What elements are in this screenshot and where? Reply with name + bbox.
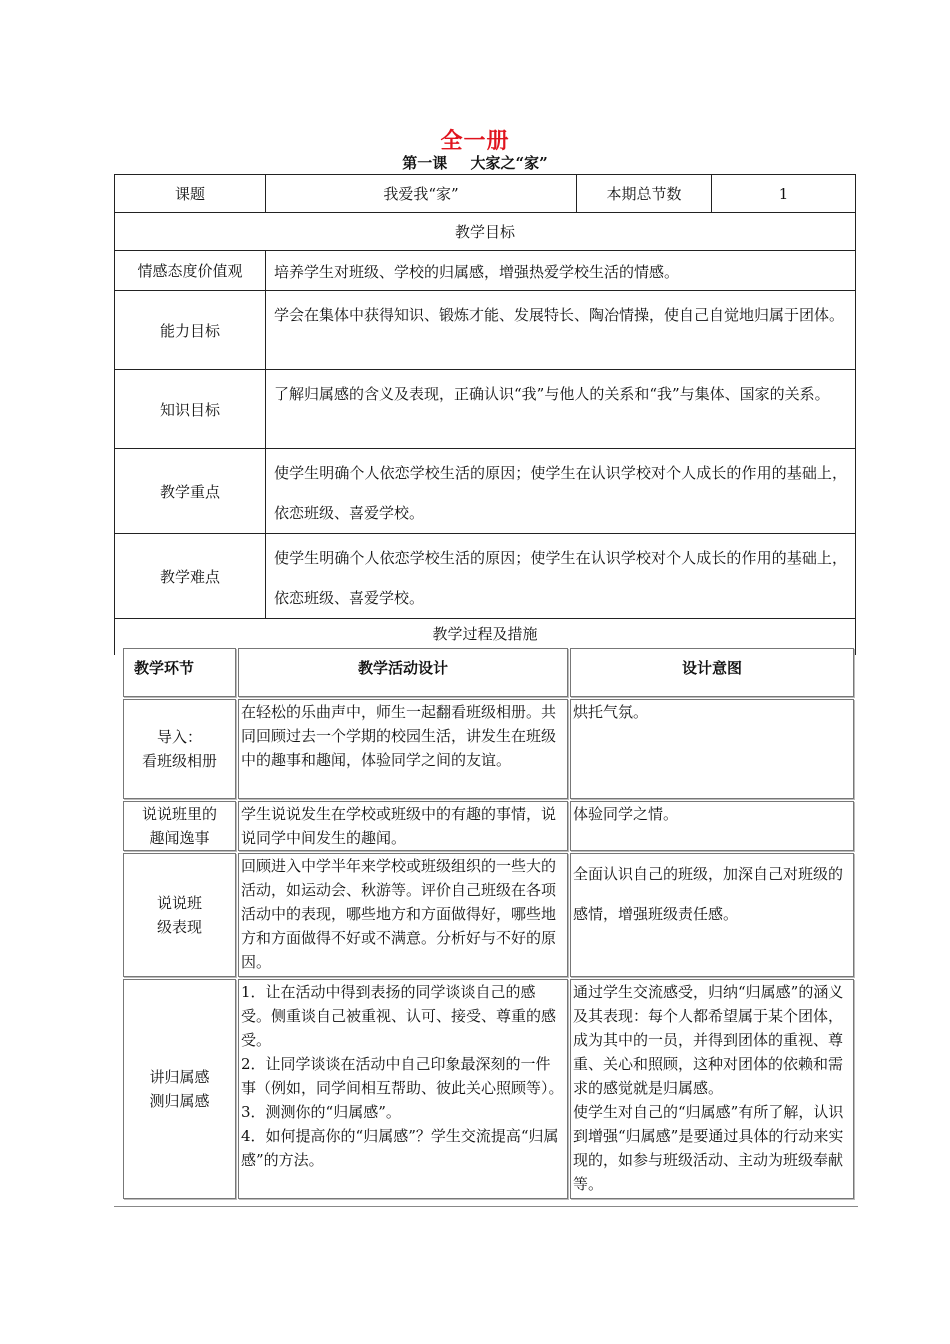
list-item: 2．让同学谈谈在活动中自己印象最深刻的一件事（例如，同学间相互帮助、彼此关心照顾等）。 — [241, 1055, 564, 1097]
stage-line: 级表现 — [156, 918, 202, 936]
activity-cell: 学生说说发生在学校或班级中的有趣的事情，说说同学中间发生的趣闻。 — [238, 801, 568, 851]
stage-line: 说说班里的 — [141, 805, 217, 823]
table-row — [123, 979, 854, 1199]
table-row — [123, 699, 854, 799]
objective-label-difficulty: 教学难点 — [115, 534, 266, 619]
intent-cell: 烘托气氛。 — [570, 699, 854, 799]
intent-cell: 体验同学之情。 — [570, 801, 854, 851]
stage-cell — [123, 801, 236, 851]
stage-line: 说说班 — [156, 894, 202, 912]
lesson-number: 第一课 — [402, 154, 448, 172]
objective-text-attitude: 培养学生对班级、学校的归属感，增强热爱学校生活的情感。 — [266, 251, 856, 291]
activity-cell — [238, 979, 568, 1199]
periods-label: 本期总节数 — [577, 175, 712, 213]
lesson-title: 大家之“家” — [470, 154, 548, 172]
stage-line: 讲归属感 — [149, 1068, 210, 1086]
objective-text-knowledge: 了解归属感的含义及表现，正确认识“我”与他人的关系和“我”与集体、国家的关系。 — [266, 370, 856, 449]
table-row — [123, 853, 854, 977]
topic-label: 课题 — [115, 175, 266, 213]
table-row — [123, 801, 854, 851]
activity-cell: 回顾进入中学半年来学校或班级组织的一些大的活动，如运动会、秋游等。评价自己班级在各项活动中的表现，哪些地方和方面做得好，哪些地方和方面做得不好或不满意。分析好与不好的原因。 — [238, 853, 568, 977]
header-intent: 设计意图 — [570, 648, 854, 697]
lesson-heading — [0, 152, 950, 173]
topic-value: 我爱我“家” — [266, 175, 577, 213]
activity-cell: 在轻松的乐曲声中，师生一起翻看班级相册。共同回顾过去一个学期的校园生活，讲发生在班级中的趣事和趣闻，体验同学之间的友谊。 — [238, 699, 568, 799]
objective-text-key-point: 使学生明确个人依恋学校生活的原因；使学生在认识学校对个人成长的作用的基础上，依恋班级、喜爱学校。 — [266, 449, 856, 534]
stage-cell — [123, 853, 236, 977]
objective-text-difficulty: 使学生明确个人依恋学校生活的原因；使学生在认识学校对个人成长的作用的基础上，依恋班级、喜爱学校。 — [266, 534, 856, 619]
intent-cell — [570, 979, 854, 1199]
stage-line: 趣闻逸事 — [149, 829, 210, 847]
stage-cell — [123, 699, 236, 799]
list-item: 4．如何提高你的“归属感”？学生交流提高“归属感”的方法。 — [241, 1127, 559, 1169]
objective-label-knowledge: 知识目标 — [115, 370, 266, 449]
intent-cell: 全面认识自己的班级，加深自己对班级的感情，增强班级责任感。 — [570, 853, 854, 977]
header-activity: 教学活动设计 — [238, 648, 568, 697]
objective-label-ability: 能力目标 — [115, 291, 266, 370]
stage-line: 导入： — [156, 728, 202, 746]
objective-label-key-point: 教学重点 — [115, 449, 266, 534]
objective-label-attitude: 情感态度价值观 — [115, 251, 266, 291]
header-stage: 教学环节 — [123, 648, 236, 697]
volume-title: 全一册 — [440, 128, 510, 154]
objectives-heading: 教学目标 — [115, 213, 856, 251]
process-table — [121, 646, 856, 1201]
list-item: 使学生对自己的“归属感”有所了解，认识到增强“归属感”是要通过具体的行动来实现的，如参与班级活动、主动为班级奉献等。 — [573, 1103, 844, 1193]
table-bottom-rule — [114, 1206, 858, 1207]
stage-line: 测归属感 — [149, 1092, 210, 1110]
process-heading: 教学过程及措施 — [115, 619, 856, 655]
list-item: 1．让在活动中得到表扬的同学谈谈自己的感受。侧重谈自己被重视、认可、接受、尊重的感受。 — [241, 983, 557, 1049]
lesson-info-table — [114, 174, 856, 655]
list-item: 通过学生交流感受，归纳“归属感”的涵义及其表现：每个人都希望属于某个团体，成为其中的一员，并得到团体的重视、尊重、关心和照顾，这种对团体的依赖和需求的感觉就是归属感。 — [573, 983, 844, 1097]
periods-value: 1 — [712, 175, 856, 213]
stage-line: 看班级相册 — [141, 752, 217, 770]
list-item: 3．测测你的“归属感”。 — [241, 1103, 401, 1121]
stage-cell — [123, 979, 236, 1199]
objective-text-ability: 学会在集体中获得知识、锻炼才能、发展特长、陶冶情操，使自己自觉地归属于团体。 — [266, 291, 856, 370]
